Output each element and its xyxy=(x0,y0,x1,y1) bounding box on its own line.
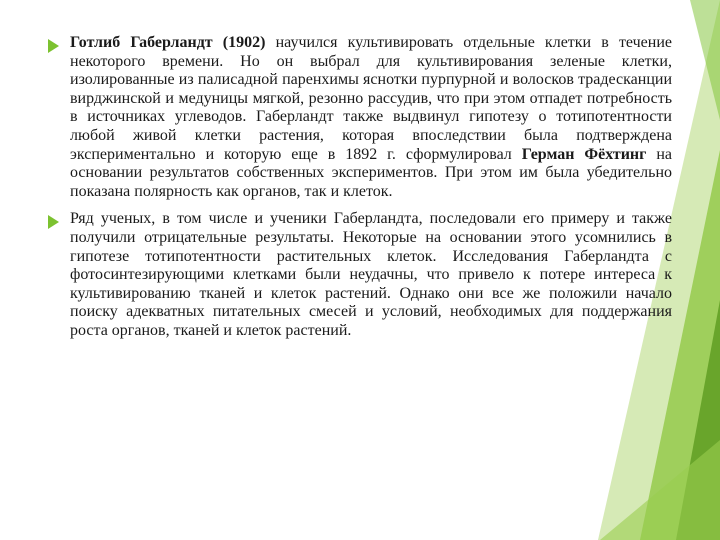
bullet-item xyxy=(48,34,672,201)
bullet-paragraph xyxy=(70,210,672,340)
bold-name: Герман Фёхтинг xyxy=(521,145,647,163)
text-segment: Ряд ученых, в том числе и ученики Габерландта, последовали его примеру и также получили отрицательные результаты. Некоторые на основании этого усомнились в гипотезе тотипотентности растительных клеток. Исследования Габерландта с фотосинтезирующими клетками были неудачны, что привело к потере интереса к культивированию тканей и клеток растений. Однако они все же положили начало поиску адекватных питательных смесей и условий, необходимых для поддержания роста органов, тканей и клеток растений. xyxy=(70,210,672,339)
bold-name: Готлиб Габерландт (1902) xyxy=(70,34,266,51)
bullet-paragraph xyxy=(70,34,672,201)
bullet-item xyxy=(48,210,672,340)
text-segment: научился культивировать отдельные клетки в течение некоторого времени. Но он выбрал для культивирования зеленые клетки, изолированные из палисадной паренхимы яснотки пурпурной и волосков традесканции вирджинской и медуницы мягкой, резонно рассудив, что при этом отпадет потребность в источниках углеводов. Габерландт также выдвинул гипотезу о тотипотентности любой живой клетки растения, которая впоследствии была подтверждена экспериментально и которую еще в 1892 г. сформулировал xyxy=(70,34,673,163)
text-segment: на основании результатов собственных экспериментов. При этом им была убедительно показана полярность как органов, так и клеток. xyxy=(70,145,673,200)
triangle-bullet-icon xyxy=(48,39,59,53)
slide-content xyxy=(48,34,672,350)
triangle-bullet-icon xyxy=(48,215,59,229)
